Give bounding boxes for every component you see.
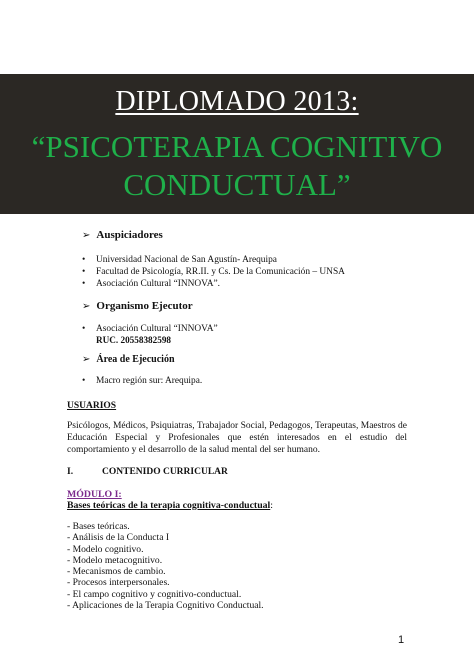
- list-item: [82, 267, 345, 277]
- arrow-bullet-icon: ➢: [82, 230, 91, 241]
- bullet-icon: •: [82, 376, 86, 386]
- list-item: - El campo cognitivo y cognitivo-conductual.: [67, 588, 242, 600]
- contenido-number: I.: [67, 467, 74, 477]
- modulo-label: MÓDULO I:: [67, 489, 122, 500]
- organismo-heading: Organismo Ejecutor: [96, 300, 193, 312]
- banner-title: DIPLOMADO 2013:: [115, 86, 359, 117]
- section-area-ejecucion: [82, 354, 175, 365]
- bullet-icon: •: [82, 255, 86, 265]
- list-item: - Mecanismos de cambio.: [67, 566, 166, 578]
- modulo-title-suffix: :: [270, 500, 274, 511]
- bullet-icon: •: [82, 279, 86, 289]
- arrow-bullet-icon: ➢: [82, 301, 91, 312]
- list-item: [82, 279, 220, 289]
- list-item: - Modelo cognitivo.: [67, 543, 144, 555]
- usuarios-heading: USUARIOS: [67, 401, 117, 411]
- list-item: - Procesos interpersonales.: [67, 577, 170, 589]
- list-item-text: Macro región sur: Arequipa.: [96, 376, 203, 386]
- modulo-topics-list: [67, 521, 264, 611]
- list-item-text: Asociación Cultural “INNOVA”.: [96, 279, 221, 289]
- area-heading: Área de Ejecución: [96, 354, 175, 365]
- list-item: - Modelo metacognitivo.: [67, 554, 163, 566]
- list-item: - Análisis de la Conducta I: [67, 532, 170, 544]
- list-item: - Aplicaciones de la Terapia Cognitivo Conductual.: [67, 600, 264, 612]
- usuarios-paragraph: Psicólogos, Médicos, Psiquiatras, Trabajador Social, Pedagogos, Terapeutas, Maestros de Educación Especial y Profesionales que estén interesados en el estudio del comportamiento y el desarrollo de la salud mental del ser humano.: [67, 421, 407, 456]
- modulo-title: Bases teóricas de la terapia cognitiva-conductual: [67, 500, 271, 511]
- list-item: [82, 376, 202, 386]
- section-auspiciadores: [82, 229, 163, 241]
- section-organismo-ejecutor: [82, 300, 193, 312]
- ruc-number: RUC. 20558382598: [96, 335, 172, 345]
- banner-subtitle-line2: CONDUCTUAL”: [123, 167, 351, 202]
- list-item: - Bases teóricas.: [67, 521, 130, 532]
- banner-subtitle-line1: “PSICOTERAPIA COGNITIVO: [31, 129, 443, 164]
- title-banner: [0, 74, 474, 214]
- bullet-icon: •: [82, 324, 86, 334]
- list-item-text: Facultad de Psicología, RR.II. y Cs. De la Comunicación – UNSA: [96, 267, 345, 277]
- page-number: 1: [398, 634, 405, 646]
- list-item: [82, 324, 218, 334]
- arrow-bullet-icon: ➢: [82, 354, 91, 365]
- bullet-icon: •: [82, 267, 86, 277]
- modulo-title-line: [67, 500, 273, 511]
- list-item-text: Asociación Cultural “INNOVA”: [96, 324, 218, 334]
- contenido-heading: CONTENIDO CURRICULAR: [102, 467, 228, 477]
- list-item-text: Universidad Nacional de San Agustín- Arequipa: [96, 255, 277, 265]
- auspiciadores-heading: Auspiciadores: [96, 229, 163, 241]
- list-item: [82, 255, 277, 265]
